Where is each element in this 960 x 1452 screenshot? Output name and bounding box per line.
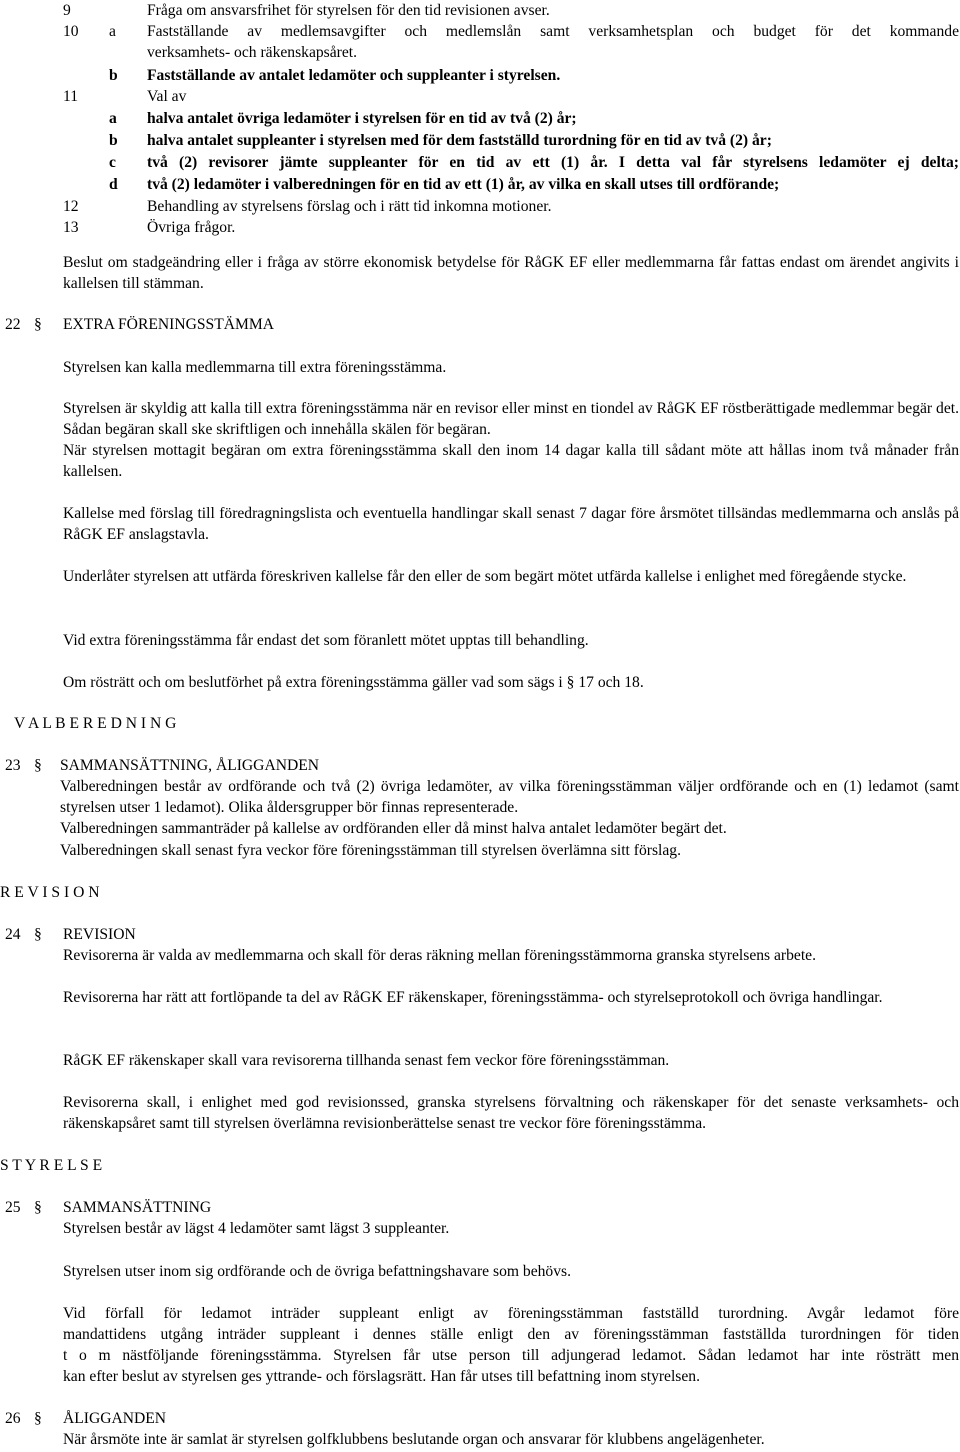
section-23-title: SAMMANSÄTTNING, ÅLIGGANDEN bbox=[60, 757, 320, 774]
section-24-number: 24 bbox=[5, 926, 21, 943]
agenda-letter-11d: d bbox=[109, 176, 118, 193]
agenda-letter-10a: a bbox=[109, 23, 116, 40]
s24-paragraph-4: Revisorerna skall, i enlighet med god revisionssed, granska styrelsens förvaltning och räkenskaper för det senaste verksamhets- och räkenskapsåret samt till styrelsen överlämna revisionberättelse senast tre veckor före föreningsstämma. bbox=[63, 1094, 959, 1132]
s26-paragraph-1: När årsmöte inte är samlat är styrelsen golfklubbens beslutande organ och ansvarar för klubbens angelägenheter. bbox=[63, 1431, 765, 1448]
s22-paragraph-3: När styrelsen mottagit begäran om extra föreningsstämma skall den inom 14 dagar kalla till sådant möte att hållas inom två månader från kallelsen. bbox=[63, 442, 959, 480]
s23-paragraph-2: Valberedningen sammanträder på kallelse av ordföranden eller då minst halva antalet ledamöter begärt det. bbox=[60, 820, 727, 837]
section-symbol: § bbox=[34, 1199, 42, 1216]
s23-paragraph-1: Valberedningen består av ordförande och två (2) övriga ledamöter, av vilka föreningsstämman väljer ordförande och en (1) ledamot (samt styrelsen utser 1 ledamot). Olika åldersgrupper bör finnas representerade. bbox=[60, 778, 959, 816]
agenda-item-11: Val av bbox=[147, 88, 187, 105]
agenda-num-9: 9 bbox=[63, 2, 71, 19]
agenda-item-11c: två (2) revisorer jämte suppleanter för en tid av ett (1) år. I detta val får styrelsens ledamöter ej delta; bbox=[147, 154, 959, 171]
heading-styrelse: S T Y R E L S E bbox=[0, 1157, 103, 1174]
agenda-item-11b: halva antalet suppleanter i styrelsen med för dem fastställd turordning för en tid av två (2) år; bbox=[147, 132, 772, 149]
agenda-num-11: 11 bbox=[63, 88, 79, 105]
section-22-number: 22 bbox=[5, 316, 21, 333]
s25-paragraph-1: Styrelsen består av lägst 4 ledamöter samt lägst 3 suppleanter. bbox=[63, 1220, 450, 1237]
agenda-num-13: 13 bbox=[63, 219, 79, 236]
agenda-letter-11c: c bbox=[109, 154, 116, 171]
section-symbol: § bbox=[34, 926, 42, 943]
section-25-title: SAMMANSÄTTNING bbox=[63, 1199, 212, 1216]
section-symbol: § bbox=[34, 1410, 42, 1427]
s22-paragraph-6: Vid extra föreningsstämma får endast det som föranlett mötet upptas till behandling. bbox=[63, 632, 589, 649]
agenda-letter-11a: a bbox=[109, 110, 117, 127]
s24-paragraph-1: Revisorerna är valda av medlemmarna och skall för deras räkning mellan föreningsstämmorna granska styrelsens arbete. bbox=[63, 947, 816, 964]
heading-revision: R E V I S I O N bbox=[0, 884, 100, 901]
section-26-title: ÅLIGGANDEN bbox=[63, 1410, 167, 1427]
s22-paragraph-5: Underlåter styrelsen att utfärda föreskriven kallelse får den eller de som begärt mötet utfärda kallelse i enlighet med föregående stycke. bbox=[63, 568, 907, 585]
section-23-number: 23 bbox=[5, 757, 21, 774]
section-25-number: 25 bbox=[5, 1199, 21, 1216]
s25-paragraph-3-line-1: Vid förfall för ledamot inträder suppleant enligt av föreningsstämman fastställd turordning. Avgår ledamot före bbox=[63, 1305, 959, 1322]
s22-paragraph-2: Styrelsen är skyldig att kalla till extra föreningsstämma när en revisor eller minst en tiondel av RåGK EF röstberättigade medlemmar begär det. Sådan begäran skall ske skriftligen och innehålla skälen för begäran. bbox=[63, 400, 959, 438]
heading-valberedning: V A L B E R E D N I N G bbox=[14, 715, 177, 732]
agenda-item-10b: Fastställande av antalet ledamöter och suppleanter i styrelsen. bbox=[147, 67, 561, 84]
s22-paragraph-4: Kallelse med förslag till föredragningslista och eventuella handlingar skall senast 7 dagar före årsmötet tillsändas medlemmarna och anslås på RåGK EF anslagstavla. bbox=[63, 505, 959, 543]
section-22-title: EXTRA FÖRENINGSSTÄMMA bbox=[63, 316, 274, 333]
s25-paragraph-3-line-4: kan efter beslut av styrelsen ges yttrande- och förslagsrätt. Han får utses till befattning inom styrelsen. bbox=[63, 1368, 700, 1385]
agenda-item-12: Behandling av styrelsens förslag och i rätt tid inkomna motioner. bbox=[147, 198, 552, 215]
agenda-num-10: 10 bbox=[63, 23, 79, 40]
agenda-item-9: Fråga om ansvarsfrihet för styrelsen för den tid revisionen avser. bbox=[147, 2, 550, 19]
s25-paragraph-3-line-2: mandattidens utgång inträder suppleant i dennes ställe enligt den av föreningsstämman fastställda turordningen för tiden bbox=[63, 1326, 959, 1343]
s24-paragraph-2: Revisorerna har rätt att fortlöpande ta del av RåGK EF räkenskaper, föreningsstämma- och styrelseprotokoll och övriga handlingar. bbox=[63, 989, 883, 1006]
agenda-item-13: Övriga frågor. bbox=[147, 219, 236, 236]
s25-paragraph-2: Styrelsen utser inom sig ordförande och de övriga befattningshavare som behövs. bbox=[63, 1263, 571, 1280]
paragraph-beslut: Beslut om stadgeändring eller i fråga av större ekonomisk betydelse för RåGK EF eller medlemmarna får fattas endast om ärendet angivits i kallelsen till stämman. bbox=[63, 254, 959, 292]
s22-paragraph-1: Styrelsen kan kalla medlemmarna till extra föreningsstämma. bbox=[63, 359, 447, 376]
s23-paragraph-3: Valberedningen skall senast fyra veckor före föreningsstämman till styrelsen överlämna sitt förslag. bbox=[60, 842, 681, 859]
agenda-item-11a: halva antalet övriga ledamöter i styrelsen för en tid av två (2) år; bbox=[147, 110, 577, 127]
agenda-letter-11b: b bbox=[109, 132, 118, 149]
s24-paragraph-3: RåGK EF räkenskaper skall vara revisorerna tillhanda senast fem veckor före föreningsstämman. bbox=[63, 1052, 670, 1069]
section-26-number: 26 bbox=[5, 1410, 21, 1427]
agenda-letter-10b: b bbox=[109, 67, 118, 84]
agenda-num-12: 12 bbox=[63, 198, 79, 215]
agenda-item-11d: två (2) ledamöter i valberedningen för en tid av ett (1) år, av vilka en skall utses till ordförande; bbox=[147, 176, 780, 193]
s25-paragraph-3-line-3: t o m nästföljande föreningsstämma. Styrelsen får utse person till adjungerad ledamot. Sådan ledamot har inte rösträtt men bbox=[63, 1347, 959, 1364]
section-symbol: § bbox=[34, 316, 42, 333]
agenda-item-10a-cont: verksamhets- och räkenskapsåret. bbox=[147, 44, 357, 61]
section-symbol: § bbox=[34, 757, 42, 774]
section-24-title: REVISION bbox=[63, 926, 136, 943]
agenda-item-10a: Fastställande av medlemsavgifter och medlemslån samt verksamhetsplan och budget för det kommande bbox=[147, 23, 959, 40]
s22-paragraph-7: Om rösträtt och om beslutförhet på extra föreningsstämma gäller vad som sägs i § 17 och 18. bbox=[63, 674, 644, 691]
